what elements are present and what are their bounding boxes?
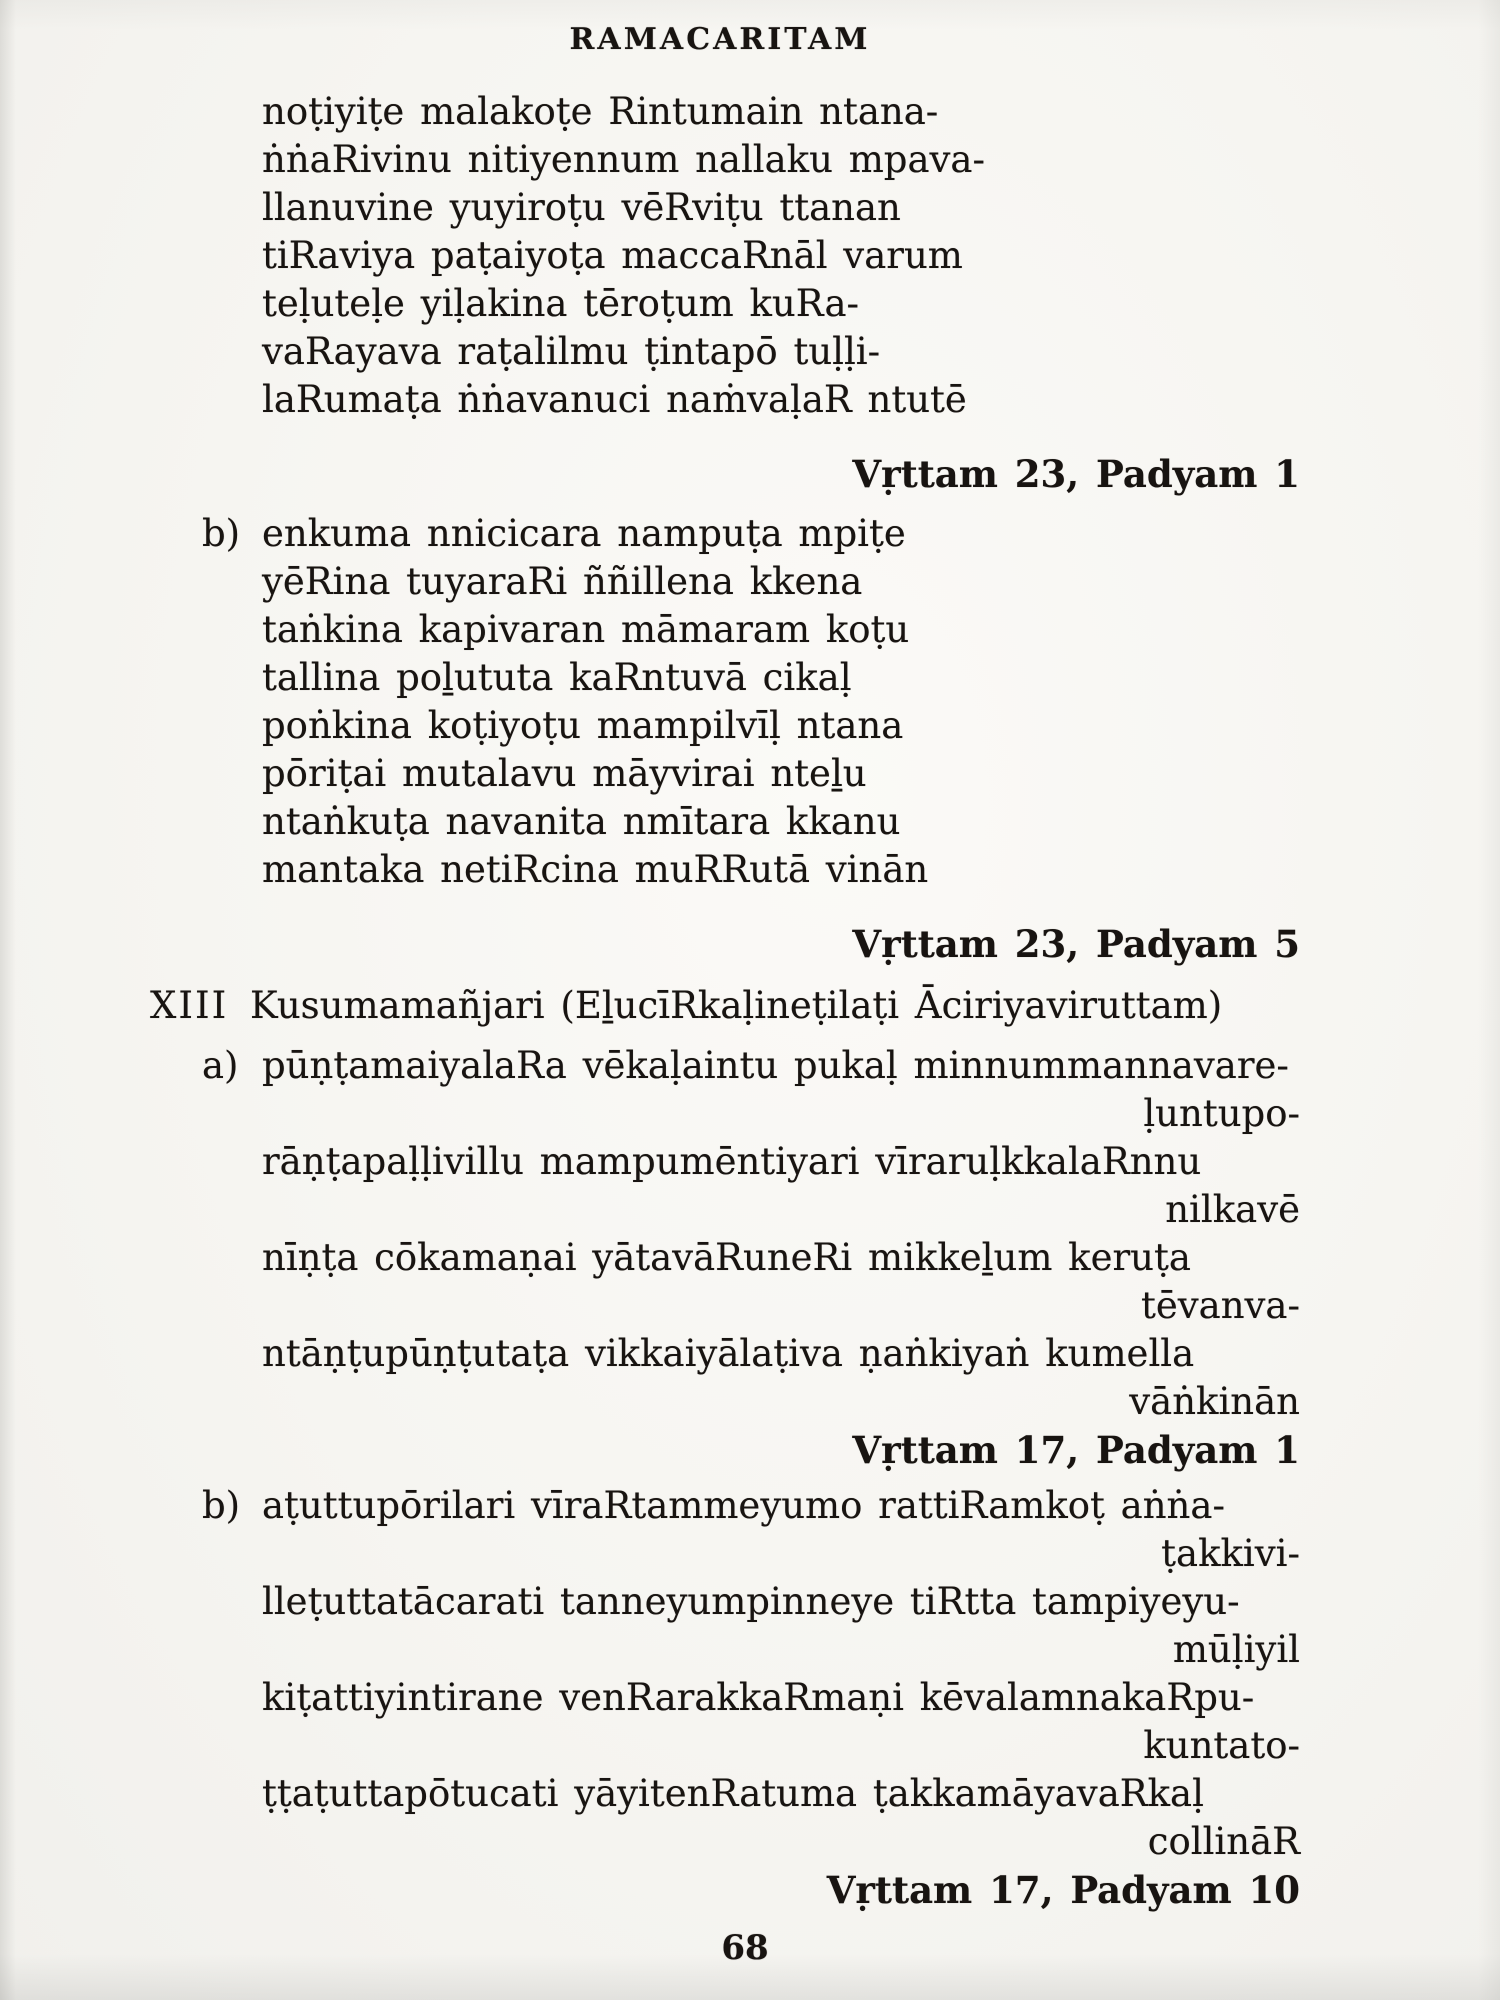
section-heading	[140, 980, 1300, 1032]
verse-block	[202, 510, 1300, 894]
verse-line: ṭakkivi-	[1161, 1532, 1300, 1575]
verse-line: collināR	[1147, 1820, 1300, 1863]
verse-line: rāṇṭapaḷḷivillu mampumēntiyari vīraruḷkkalaRnnu	[262, 1140, 1202, 1183]
verse-marker: b)	[202, 512, 241, 555]
verse-line: noṭiyiṭe malakoṭe Rintumain ntana-	[262, 90, 939, 133]
content-area	[140, 88, 1300, 1914]
verse-citation: Vṛttam 17, Padyam 10	[826, 1868, 1300, 1912]
verse-block	[262, 88, 1300, 424]
verse-line: yēRina tuyaraRi ññillena kkena	[262, 560, 863, 603]
verse-line: ṅṅaRivinu nitiyennum nallaku mpava-	[262, 138, 985, 181]
verse-line: enkuma nnicicara nampuṭa mpiṭe	[262, 512, 906, 555]
verse-block	[202, 1482, 1300, 1866]
page-number: 68	[721, 1928, 769, 1968]
verse-citation: Vṛttam 23, Padyam 1	[852, 452, 1300, 496]
scanned-book-page	[140, 0, 1300, 1968]
verse-line: vaRayava raṭalilmu ṭintapō tuḷḷi-	[262, 330, 881, 373]
section-numeral: XIII	[150, 984, 229, 1027]
verse-line: mūḷiyil	[1172, 1628, 1300, 1671]
verse-line: ntāṇṭupūṇṭutaṭa vikkaiyālaṭiva ṇaṅkiyaṅ kumella	[262, 1332, 1195, 1375]
verse-line: vāṅkinān	[1129, 1380, 1300, 1423]
verse-citation: Vṛttam 23, Padyam 5	[852, 922, 1300, 966]
section-title: Kusumamañjari (EḻucīRkaḷineṭilaṭi Āciriyaviruttam)	[250, 984, 1223, 1027]
verse-block	[202, 1042, 1300, 1426]
verse-line: ḷuntupo-	[1143, 1092, 1300, 1135]
verse-line: aṭuttupōrilari vīraRtammeyumo rattiRamkoṭ aṅṅa-	[262, 1484, 1225, 1527]
verse-line: laRumaṭa ṅṅavanuci naṁvaḷaR ntutē	[262, 378, 967, 421]
verse-marker: a)	[202, 1044, 239, 1087]
verse-line: mantaka netiRcina muRRutā vinān	[262, 848, 929, 891]
verse-line: ṭṭaṭuttapōtucati yāyitenRatuma ṭakkamāyavaRkaḷ	[262, 1772, 1204, 1815]
verse-line: kuntato-	[1143, 1724, 1300, 1767]
page-header: RAMACARITAM	[569, 22, 871, 57]
verse-citation: Vṛttam 17, Padyam 1	[852, 1428, 1300, 1472]
verse-line: pōriṭai mutalavu māyvirai nteḻu	[262, 752, 867, 795]
verse-line: tiRaviya paṭaiyoṭa maccaRnāl varum	[262, 234, 963, 277]
verse-line: nīṇṭa cōkamaṇai yātavāRuneRi mikkeḻum keruṭa	[262, 1236, 1191, 1279]
verse-line: tēvanva-	[1140, 1284, 1300, 1327]
verse-line: teḷuteḷe yiḷakina tēroṭum kuRa-	[262, 282, 860, 325]
verse-line: poṅkina koṭiyoṭu mampilvīḷ ntana	[262, 704, 904, 747]
verse-marker: b)	[202, 1484, 241, 1527]
verse-line: taṅkina kapivaran māmaram koṭu	[262, 608, 910, 651]
verse-line: kiṭattiyintirane venRarakkaRmaṇi kēvalamnakaRpu-	[262, 1676, 1255, 1719]
verse-line: llanuvine yuyiroṭu vēRviṭu ttanan	[262, 186, 901, 229]
verse-line: nilkavē	[1165, 1188, 1300, 1231]
verse-line: pūṇṭamaiyalaRa vēkaḷaintu pukaḷ minnummannavare-	[262, 1044, 1289, 1087]
verse-line: lleṭuttatācarati tanneyumpinneye tiRtta tampiyeyu-	[262, 1580, 1240, 1623]
verse-line: tallina poḻututa kaRntuvā cikaḷ	[262, 656, 852, 699]
verse-line: ntaṅkuṭa navanita nmītara kkanu	[262, 800, 901, 843]
